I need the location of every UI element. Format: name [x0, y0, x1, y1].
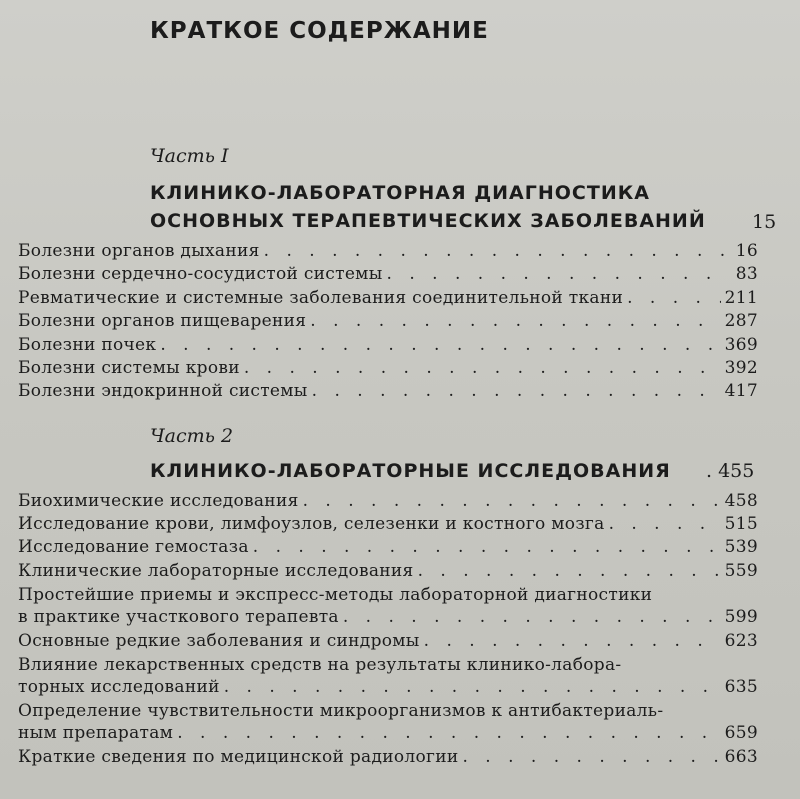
leader-dots: [414, 560, 721, 582]
leader-dots: [605, 513, 721, 535]
toc-entry[interactable]: [18, 334, 758, 356]
toc-entry-title-line-1: Простейшие приемы и экспресс-методы лабораторной диагностики: [18, 585, 653, 605]
toc-entry-multiline[interactable]: [18, 654, 758, 698]
part-2-label: Часть 2: [150, 425, 234, 447]
toc-entry-page: 83: [735, 264, 758, 284]
toc-entry[interactable]: [18, 513, 758, 535]
toc-entry[interactable]: [18, 357, 758, 379]
toc-entry-page: 539: [724, 537, 758, 557]
toc-entry[interactable]: [18, 630, 758, 652]
leader-dots: [383, 263, 724, 285]
toc-entry-title: Болезни сердечно-сосудистой системы: [18, 264, 383, 284]
toc-entry-page: 458: [724, 491, 758, 511]
toc-entry-title: Болезни эндокринной системы: [18, 381, 308, 401]
leader-dots: [240, 357, 721, 379]
leader-dots: [260, 240, 724, 262]
part-1-label: Часть I: [150, 145, 229, 167]
toc-entry[interactable]: [18, 746, 758, 768]
toc-entry-page: 635: [724, 677, 758, 697]
toc-entry[interactable]: [18, 490, 758, 512]
toc-entry-title: Ревматические и системные заболевания соединительной ткани: [18, 288, 624, 308]
toc-entry-multiline[interactable]: [18, 700, 758, 744]
toc-entry-title: Болезни почек: [18, 335, 157, 355]
toc-entry[interactable]: [18, 380, 758, 402]
page-title: КРАТКОЕ СОДЕРЖАНИЕ: [150, 18, 489, 44]
toc-entry[interactable]: [18, 310, 758, 332]
leader-dots: [339, 606, 721, 628]
toc-entry-title: Болезни органов дыхания: [18, 241, 260, 261]
toc-entry[interactable]: [18, 560, 758, 582]
leader-dots: [249, 536, 721, 558]
leader-dots: [299, 490, 721, 512]
toc-entry-page: 599: [724, 607, 758, 627]
toc-entry-page: 287: [724, 311, 758, 331]
toc-entry-title: ным препаратам: [18, 723, 174, 743]
toc-entry-title: Биохимические исследования: [18, 491, 299, 511]
toc-entry-page: 16: [735, 241, 758, 261]
toc-entry-page: 559: [724, 561, 758, 581]
toc-entry-title: торных исследований: [18, 677, 220, 697]
part-1-page-number: 15: [752, 211, 777, 233]
leader-dots: [173, 722, 720, 744]
toc-entry-title: Болезни органов пищеварения: [18, 311, 307, 331]
leader-dots: [220, 676, 721, 698]
leader-dots: [458, 746, 720, 768]
leader-dots: [306, 310, 720, 332]
part-2-page-number: . 455: [706, 460, 755, 482]
toc-entry-title: Исследование гемостаза: [18, 537, 249, 557]
toc-entry-page: 659: [724, 723, 758, 743]
toc-entry-title: Болезни системы крови: [18, 358, 240, 378]
toc-entry-page: 211: [724, 288, 758, 308]
leader-dots: [623, 287, 721, 309]
toc-entry-title: в практике участкового терапевта: [18, 607, 339, 627]
part-1-heading-line-2: ОСНОВНЫХ ТЕРАПЕВТИЧЕСКИХ ЗАБОЛЕВАНИЙ: [150, 210, 706, 232]
toc-entry-title-line-1: Определение чувствительности микроорганизмов к антибактериаль-: [18, 701, 664, 721]
toc-entry-title: Основные редкие заболевания и синдромы: [18, 631, 420, 651]
toc-entry-page: 623: [724, 631, 758, 651]
leader-dots: [420, 630, 721, 652]
toc-entry-page: 369: [724, 335, 758, 355]
leader-dots: [156, 334, 720, 356]
toc-entry-page: 392: [724, 358, 758, 378]
toc-entry-title-line-1: Влияние лекарственных средств на результаты клинико-лабора-: [18, 655, 622, 675]
leader-dots: [308, 380, 721, 402]
toc-entry[interactable]: [18, 536, 758, 558]
toc-entry-page: 515: [724, 514, 758, 534]
toc-entry[interactable]: [18, 263, 758, 285]
toc-entry-title: Клинические лабораторные исследования: [18, 561, 414, 581]
toc-entry-title: Краткие сведения по медицинской радиологии: [18, 747, 459, 767]
part-1-heading-line-1: КЛИНИКО-ЛАБОРАТОРНАЯ ДИАГНОСТИКА: [150, 182, 650, 204]
part-2-heading: КЛИНИКО-ЛАБОРАТОРНЫЕ ИССЛЕДОВАНИЯ: [150, 460, 671, 482]
toc-entry-title: Исследование крови, лимфоузлов, селезенки и костного мозга: [18, 514, 605, 534]
toc-entry-multiline[interactable]: [18, 584, 758, 628]
toc-entry[interactable]: [18, 240, 758, 262]
toc-entry-page: 663: [724, 747, 758, 767]
toc-entry[interactable]: [18, 287, 758, 309]
toc-entry-page: 417: [724, 381, 758, 401]
